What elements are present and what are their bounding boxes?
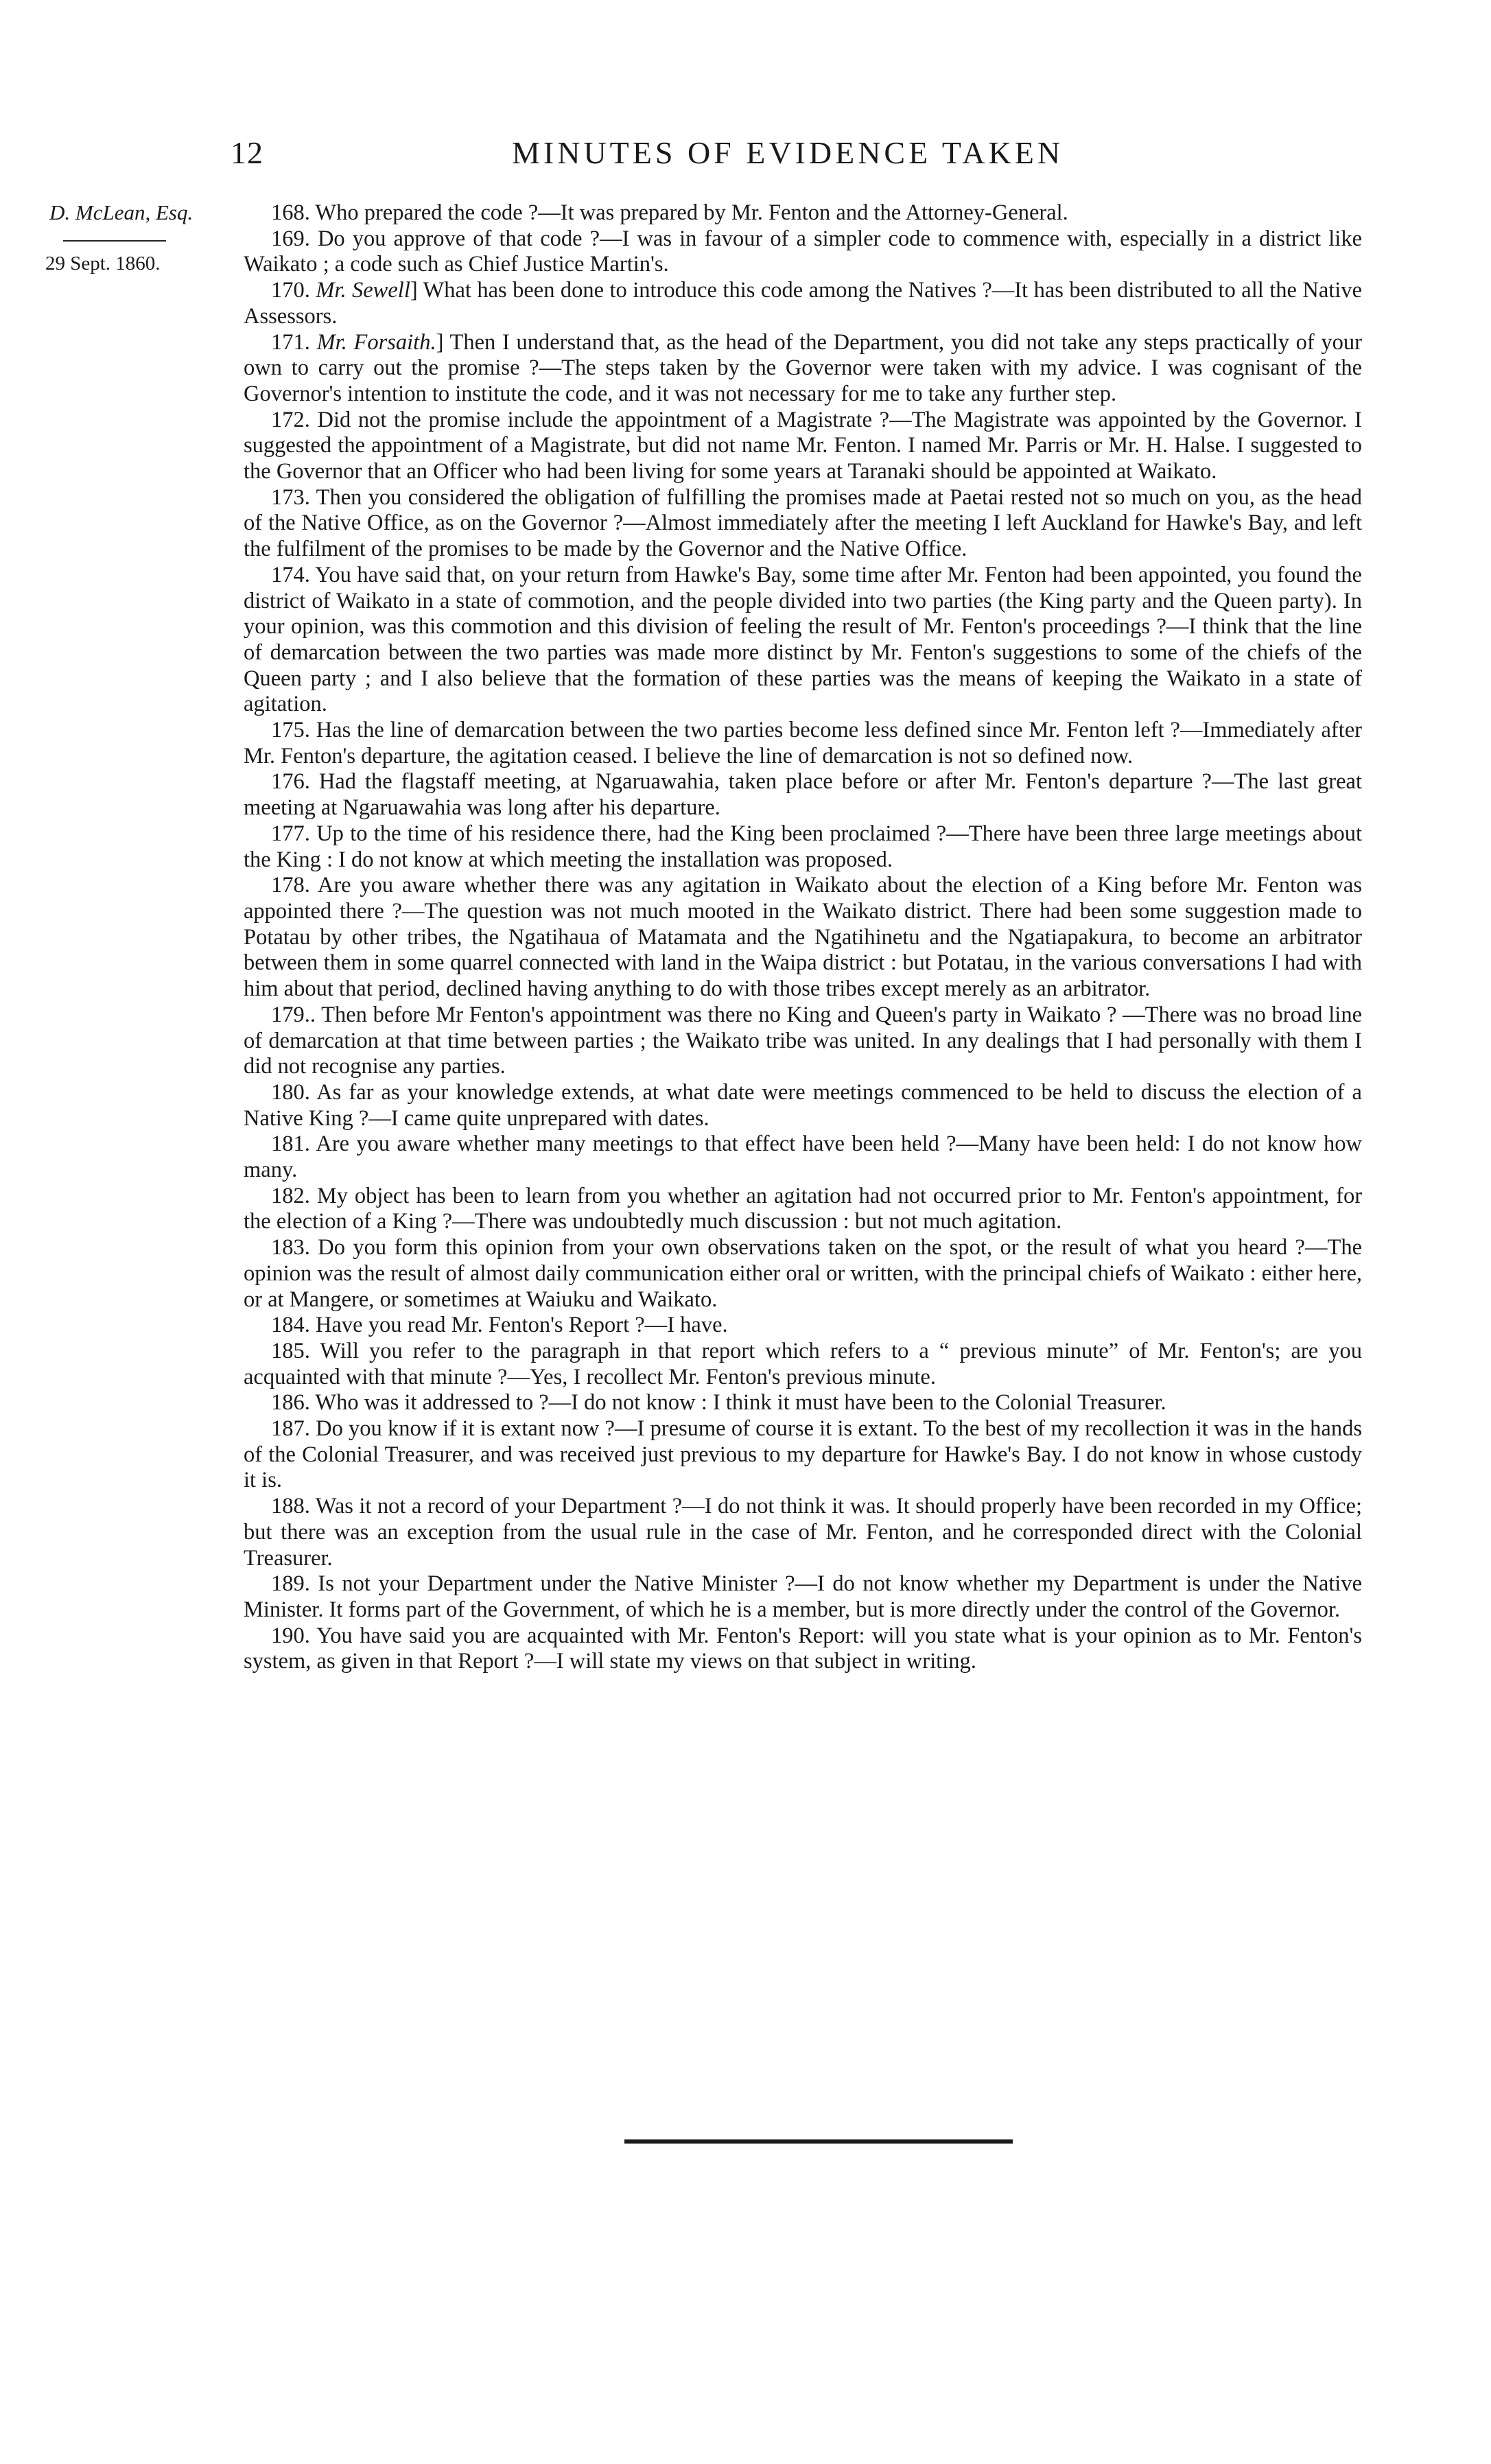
question-number: 185.	[271, 1338, 310, 1363]
question-text: My object has been to learn from you whether an agitation had not occurred prior to Mr. Fenton's appointment, for the election of a King ?—There was undoubtedly much discussion : but not much agitation.	[244, 1183, 1363, 1234]
question-text: Had the flagstaff meeting, at Ngaruawahia, taken place before or after Mr. Fenton's departure ?—The last great meeting at Ngaruawahia was long after his departure.	[244, 769, 1363, 821]
question-text: Did not the promise include the appointment of a Magistrate ?—The Magistrate was appointed by the Governor. I suggested the appointment of a Magistrate, but did not name Mr. Fenton. I named Mr. Parris or Mr. H. Halse. I suggested to the Governor that an Officer who had been living for some years at Taranaki should be appointed at Waikato.	[244, 407, 1362, 484]
margin-date: 29 Sept. 1860.	[45, 253, 161, 274]
question-text: Have you read Mr. Fenton's Report ?—I have.	[316, 1313, 728, 1338]
question-number: 181.	[271, 1131, 310, 1157]
question-number: 188.	[271, 1494, 310, 1519]
question-text: Up to the time of his residence there, had the King been proclaimed ?—There have been three large meetings about the King : I do not know at which meeting the installation was proposed.	[244, 821, 1363, 872]
question-paragraph	[244, 1416, 1362, 1494]
question-text: Who prepared the code ?—It was prepared by Mr. Fenton and the Attorney-General.	[315, 200, 1068, 225]
question-paragraph	[244, 226, 1362, 278]
question-paragraph	[244, 278, 1362, 329]
question-number: 187.	[271, 1416, 310, 1442]
question-paragraph	[244, 1339, 1362, 1390]
question-paragraph	[244, 821, 1362, 873]
question-number: 176.	[271, 769, 310, 795]
question-number: 169.	[271, 226, 310, 251]
question-number: 186.	[271, 1390, 310, 1416]
margin-divider	[63, 240, 166, 242]
question-text: Do you approve of that code ?—I was in favour of a simpler code to commence with, especially in a district like Waikato ; a code such as Chief Justice Martin's.	[244, 226, 1363, 277]
question-number: 179..	[271, 1002, 316, 1027]
question-number: 178.	[271, 873, 310, 898]
question-text: You have said you are acquainted with Mr. Fenton's Report: will you state what is your opinion as to Mr. Fenton's system, as given in that Report ?—I will state my views on that subject in writing.	[244, 1623, 1362, 1674]
question-text: Then before Mr Fenton's appointment was there no King and Queen's party in Waikato ? —There was no broad line of demarcation at that time between parties ; the Waikato tribe was united. In any dealings that I had personally with them I did not recognise any parties.	[244, 1002, 1362, 1079]
question-paragraph	[244, 718, 1362, 769]
question-text: Do you know if it is extant now ?—I presume of course it is extant. To the best of my recollection it was in the hands of the Colonial Treasurer, and was received just previous to my departure for Hawke's Bay. I do not know in whose custody it is.	[244, 1416, 1362, 1493]
question-paragraph	[244, 769, 1362, 821]
question-number: 170.	[271, 278, 310, 303]
question-text: Has the line of demarcation between the two parties become less defined since Mr. Fenton left ?—Immediately after Mr. Fenton's departure, the agitation ceased. I believe the line of demarcation is not so defined now.	[244, 718, 1362, 768]
question-number: 171.	[271, 329, 310, 355]
speaker-name: Mr. Forsaith.	[316, 329, 436, 355]
question-text: ] Then I understand that, as the head of the Department, you did not take any steps practically of your own to carry out the promise ?—The steps taken by the Governor were taken with my advice. I was cognisant of the Governor's intention to institute the code, and it was not necessary for me to take any further step.	[244, 329, 1362, 406]
question-number: 177.	[271, 821, 310, 846]
question-number: 168.	[271, 200, 310, 225]
question-paragraph	[244, 200, 1362, 226]
question-paragraph	[244, 1494, 1362, 1571]
question-text: Are you aware whether many meetings to that effect have been held ?—Many have been held: I do not know how many.	[244, 1131, 1362, 1183]
margin-witness-name: D. McLean, Esq.	[49, 200, 193, 224]
speaker-name: Mr. Sewell	[316, 278, 410, 303]
question-number: 180.	[271, 1079, 310, 1105]
question-paragraph	[244, 330, 1362, 408]
question-text: ] What has been done to introduce this code among the Natives ?—It has been distributed to all the Native Assessors.	[244, 278, 1363, 329]
question-number: 189.	[271, 1571, 310, 1597]
question-text: Who was it addressed to ?—I do not know : I think it must have been to the Colonial Treasurer.	[315, 1390, 1166, 1416]
question-paragraph	[244, 1390, 1362, 1416]
question-text: You have said that, on your return from Hawke's Bay, some time after Mr. Fenton had been appointed, you found the district of Waikato in a state of commotion, and the people divided into two parties (the King party and the Queen party). In your opinion, was this commotion and this division of feeling the result of Mr. Fenton's proceedings ?—I think that the line of demarcation between the two parties was made more distinct by Mr. Fenton's suggestions to some of the chiefs of the Queen party ; and I also believe that the formation of these parties was the means of keeping the Waikato in a state of agitation.	[244, 562, 1362, 717]
question-paragraph	[244, 1235, 1362, 1313]
question-number: 175.	[271, 718, 310, 743]
question-paragraph	[244, 1080, 1362, 1131]
question-text: Will you refer to the paragraph in that report which refers to a “ previous minute” of Mr. Fenton's; are you acquainted with that minute ?—Yes, I recollect Mr. Fenton's previous minute.	[244, 1338, 1362, 1389]
end-rule	[624, 2139, 1013, 2144]
question-paragraph	[244, 1313, 1362, 1339]
question-number: 182.	[271, 1183, 310, 1208]
running-head-title: MINUTES OF EVIDENCE TAKEN	[512, 135, 1064, 170]
question-text: As far as your knowledge extends, at what date were meetings commenced to be held to discuss the election of a Native King ?—I came quite unprepared with dates.	[244, 1079, 1362, 1131]
question-paragraph	[244, 485, 1362, 563]
question-paragraph	[244, 563, 1362, 718]
question-text: Are you aware whether there was any agitation in Waikato about the election of a King before Mr. Fenton was appointed there ?—The question was not much mooted in the Waikato district. There had been some suggestion made to Potatau by other tribes, the Ngatihaua of Matamata and the Ngatihinetu and the Ngatiapakura, to become an arbitrator between them in some quarrel connected with land in the Waipa district : but Potatau, in the various conversations I had with him about that period, declined having anything to do with those tribes except merely as an arbitrator.	[244, 873, 1362, 1002]
question-paragraph	[244, 873, 1362, 1002]
question-number: 172.	[271, 407, 310, 432]
question-number: 174.	[271, 562, 310, 587]
evidence-body	[244, 200, 1362, 1675]
question-number: 190.	[271, 1623, 310, 1648]
question-number: 184.	[271, 1313, 310, 1338]
question-number: 173.	[271, 484, 310, 510]
question-paragraph	[244, 1131, 1362, 1183]
question-paragraph	[244, 1571, 1362, 1623]
question-paragraph	[244, 1002, 1362, 1080]
question-paragraph	[244, 1184, 1362, 1235]
page-number: 12	[231, 135, 263, 170]
question-paragraph	[244, 1623, 1362, 1675]
question-text: Do you form this opinion from your own observations taken on the spot, or the result of what you heard ?—The opinion was the result of almost daily communication either oral or written, with the principal chiefs of Waikato : either here, or at Mangere, or sometimes at Waiuku and Waikato.	[244, 1235, 1362, 1312]
question-text: Then you considered the obligation of fulfilling the promises made at Paetai rested not so much on you, as the head of the Native Office, as on the Governor ?—Almost immediately after the meeting I left Auckland for Hawke's Bay, and left the fulfilment of the promises to be made by the Governor and the Native Office.	[244, 484, 1362, 562]
question-text: Was it not a record of your Department ?—I do not think it was. It should properly have been recorded in my Office; but there was an exception from the usual rule in the case of Mr. Fenton, and he corresponded direct with the Colonial Treasurer.	[244, 1494, 1362, 1571]
question-number: 183.	[271, 1235, 310, 1260]
question-text: Is not your Department under the Native Minister ?—I do not know whether my Department is under the Native Minister. It forms part of the Government, of which he is a member, but is more directly under the control of the Governor.	[244, 1571, 1362, 1622]
question-paragraph	[244, 408, 1362, 485]
